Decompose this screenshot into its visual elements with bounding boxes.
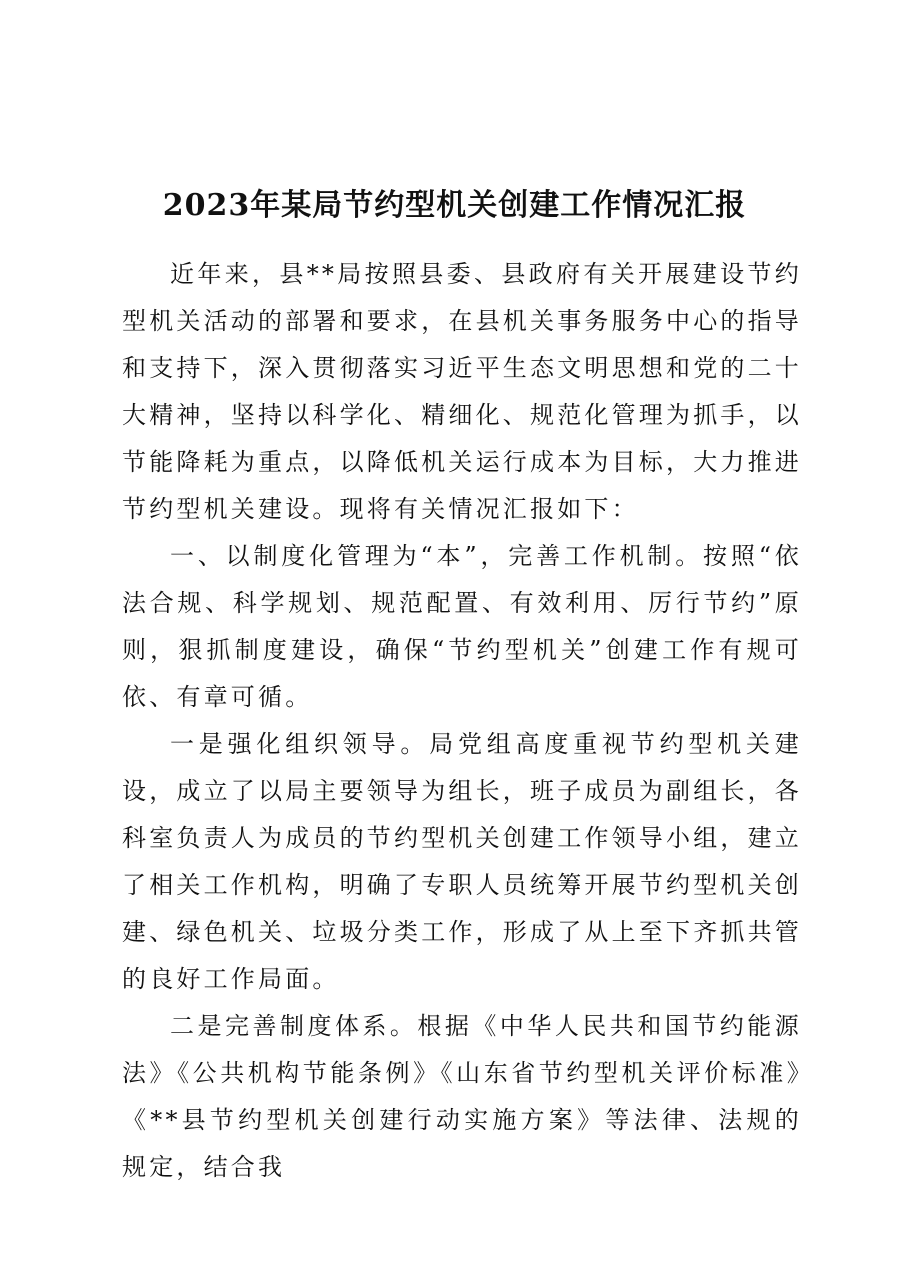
paragraph-system-improvement: 二是完善制度体系。根据《中华人民共和国节约能源法》《公共机构节能条例》《山东省节约型机关评价标准》《**县节约型机关创建行动实施方案》等法律、法规的规定，结合我 (122, 1012, 802, 1181)
paragraph-intro: 近年来，县**局按照县委、县政府有关开展建设节约型机关活动的部署和要求，在县机关事务服务中心的指导和支持下，深入贯彻落实习近平生态文明思想和党的二十大精神，坚持以科学化、精细化、规范化管理为抓手，以节能降耗为重点，以降低机关运行成本为目标，大力推进节约型机关建设。现将有关情况汇报如下： (122, 260, 802, 523)
document-body (122, 251, 802, 1191)
document-title: 2023年某局节约型机关创建工作情况汇报 (162, 188, 747, 224)
paragraph-section-one: 一、以制度化管理为“本”，完善工作机制。按照“依法合规、科学规划、规范配置、有效利用、厉行节约”原则，狠抓制度建设，确保“节约型机关”创建工作有规可依、有章可循。 (122, 542, 802, 711)
paragraph-organization-leadership: 一是强化组织领导。局党组高度重视节约型机关建设，成立了以局主要领导为组长，班子成员为副组长，各科室负责人为成员的节约型机关创建工作领导小组，建立了相关工作机构，明确了专职人员统筹开展节约型机关创建、绿色机关、垃圾分类工作，形成了从上至下齐抓共管的良好工作局面。 (122, 730, 802, 993)
